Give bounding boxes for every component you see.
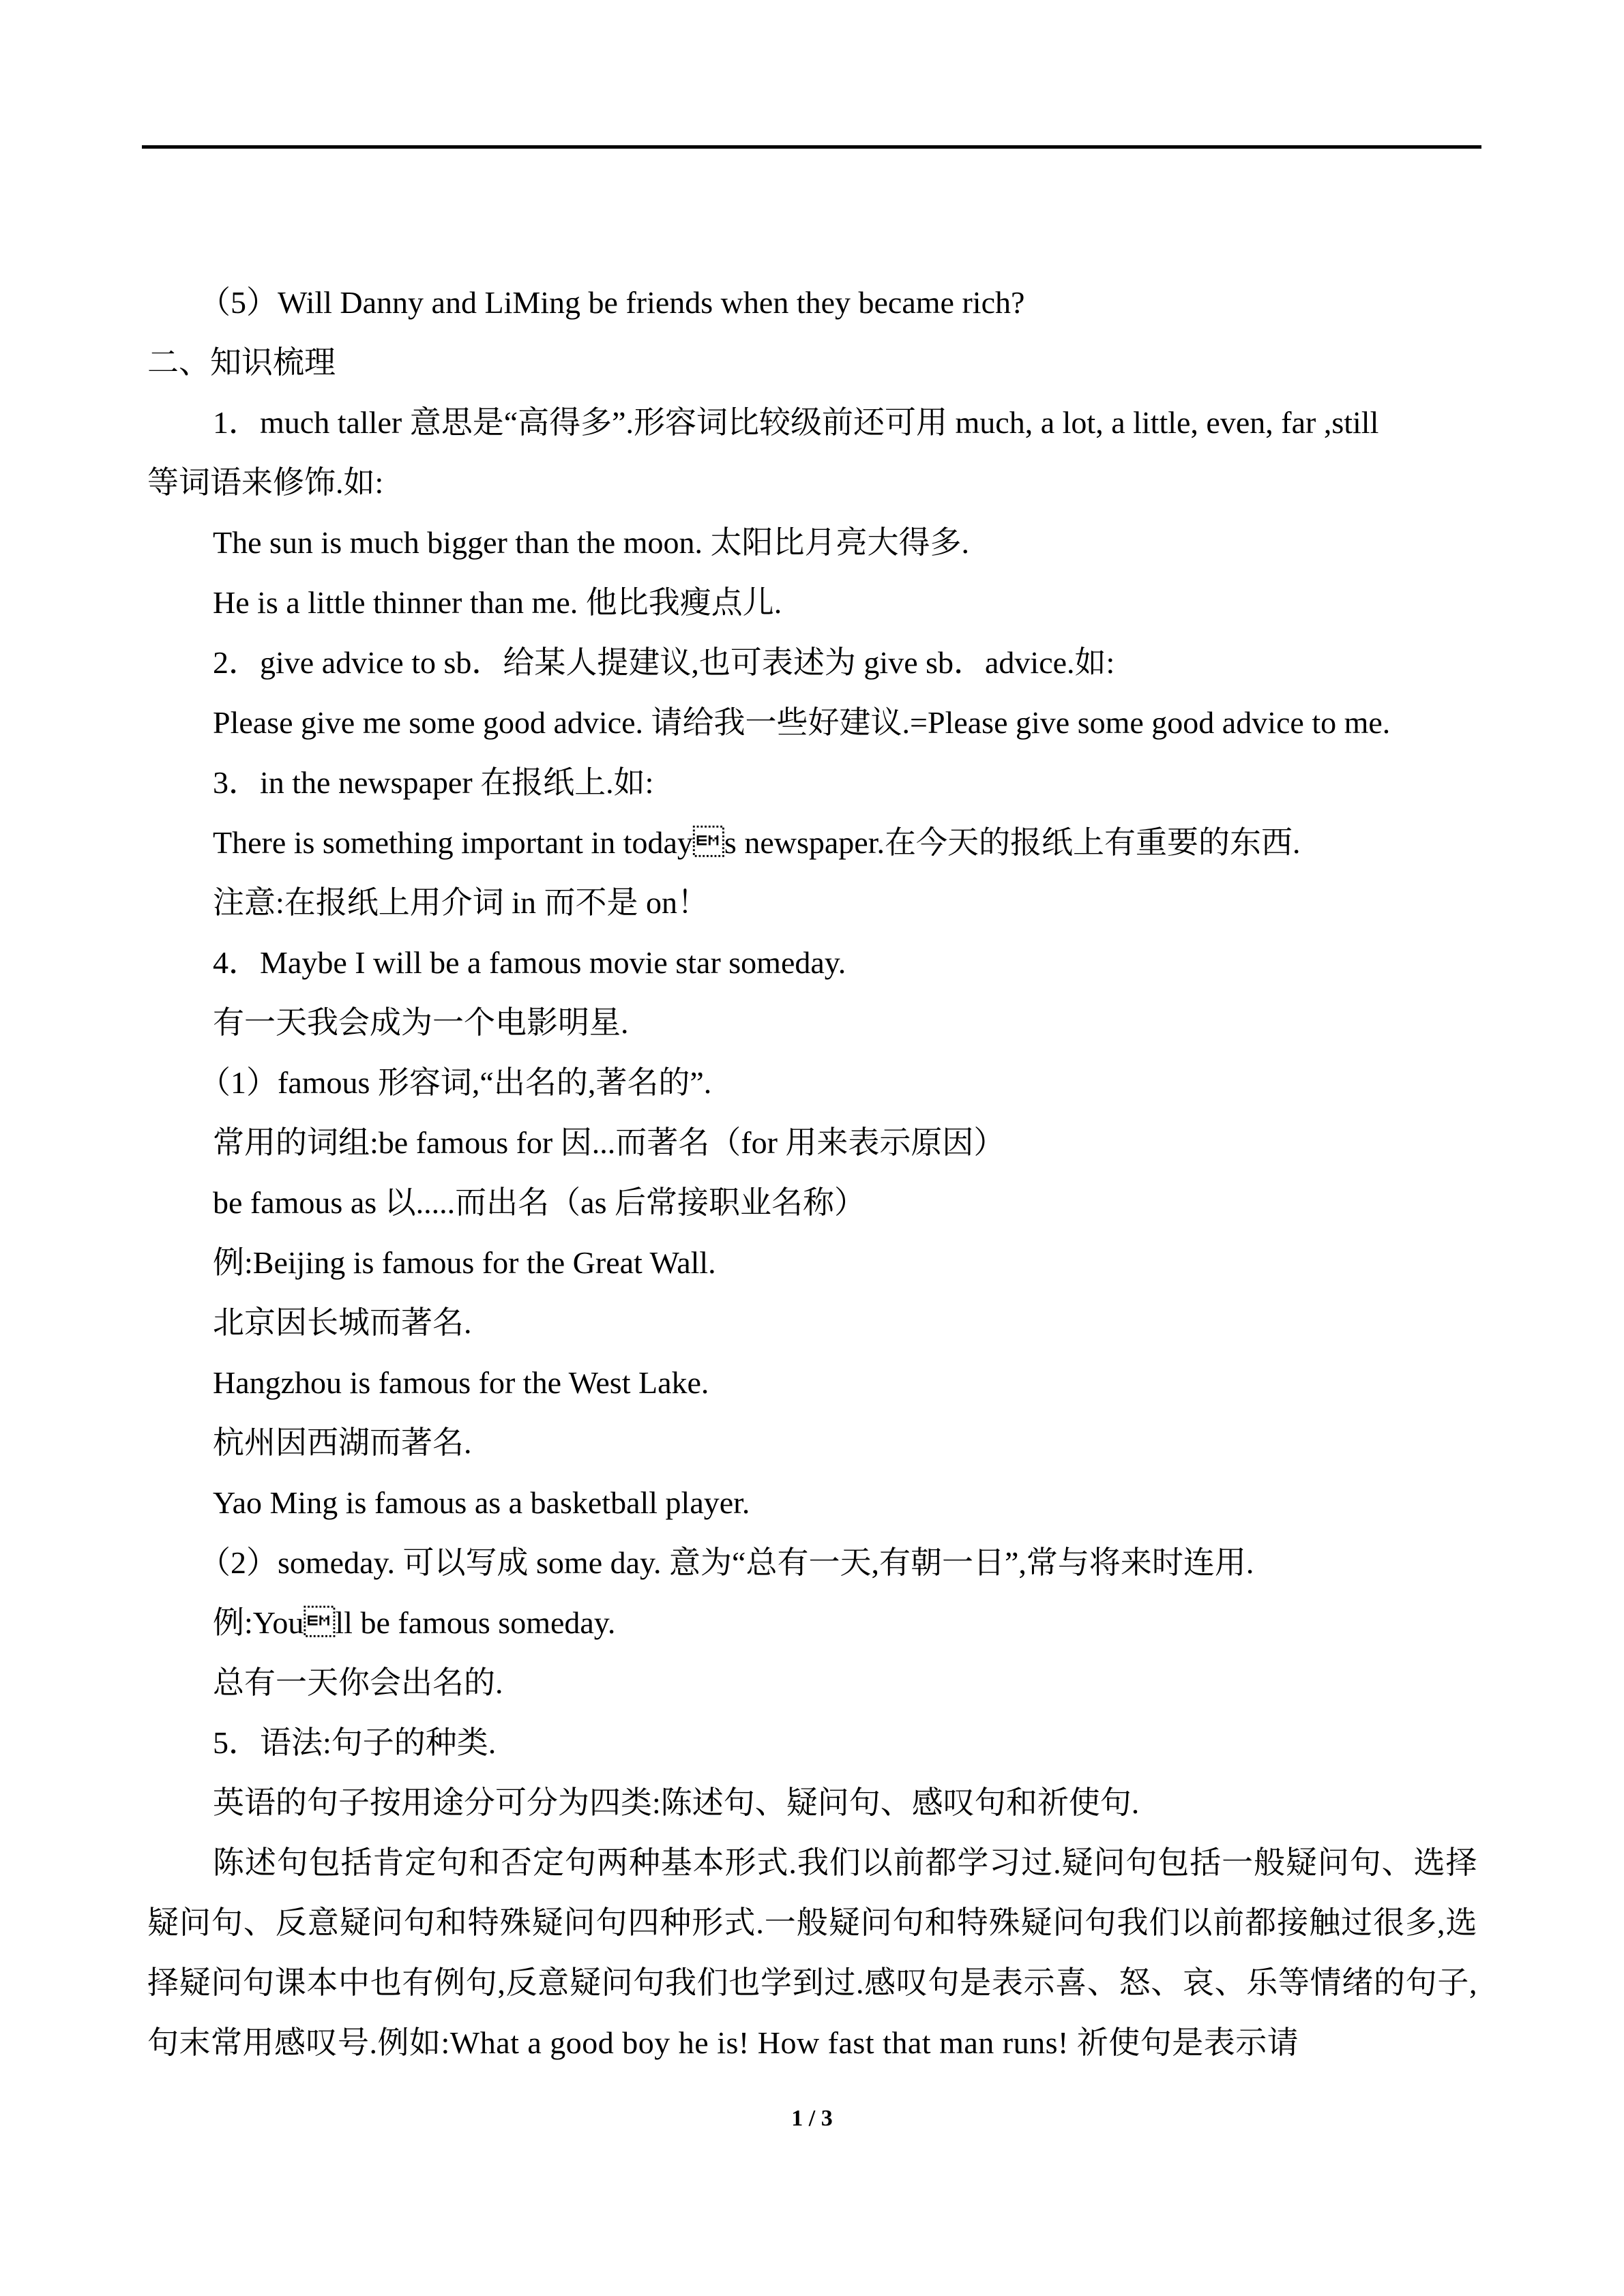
header-rule [142, 145, 1481, 149]
page-number: 1 / 3 [791, 2106, 833, 2131]
example-line: Please give me some good advice. 请给我一些好建议.=Please give some good advice to me. [213, 705, 1391, 740]
grammar-paragraph: 陈述句包括肯定句和否定句两种基本形式.我们以前都学习过.疑问句包括一般疑问句、选择疑问句、反意疑问句和特殊疑问句四种形式.一般疑问句和特殊疑问句我们以前都接触过很多,选择疑问句课本中也有例句,反意疑问句我们也学到过.感叹句是表示喜、怒、哀、乐等情绪的句子,句末常用感叹号.例如:What a good boy he is! How fast that man runs! 祈使句是表示请 [147, 1845, 1477, 2060]
point-1-cont: 等词语来修饰.如: [147, 465, 384, 500]
example-line: There is something important in todays newspaper.在今天的报纸上有重要的东西. [213, 825, 1301, 860]
point-2: 2．give advice to sb．给某人提建议,也可表述为 give sb．advice.如: [213, 645, 1115, 680]
phrase-line: be famous as 以.....而出名（as 后常接职业名称） [213, 1185, 866, 1220]
document-body [147, 273, 1477, 2073]
section-heading: 二、知识梳理 [147, 345, 336, 380]
translation-line: 杭州因西湖而著名. [213, 1425, 472, 1460]
example-line: The sun is much bigger than the moon. 太阳比月亮大得多. [213, 525, 969, 560]
translation-line: 北京因长城而著名. [213, 1305, 472, 1340]
sub-point-1: （1）famous 形容词,“出名的,著名的”. [199, 1065, 712, 1100]
point-1: 1．much taller 意思是“高得多”.形容词比较级前还可用 much, a lot, a little, even, far ,still [213, 405, 1379, 440]
example-line: 例:Youll be famous someday. [213, 1605, 616, 1640]
note-line: 注意:在报纸上用介词 in 而不是 on！ [213, 885, 709, 920]
question-5: （5）Will Danny and LiMing be friends when they became rich? [199, 285, 1025, 320]
example-line: He is a little thinner than me. 他比我瘦点儿. [213, 585, 782, 620]
translation-line: 总有一天你会出名的. [213, 1665, 503, 1700]
example-line: Yao Ming is famous as a basketball player. [213, 1485, 750, 1520]
phrase-line: 常用的词组:be famous for 因...而著名（for 用来表示原因） [213, 1125, 1005, 1160]
point-5: 5．语法:句子的种类. [213, 1725, 497, 1760]
example-line: Hangzhou is famous for the West Lake. [213, 1365, 709, 1400]
point-4: 4．Maybe I will be a famous movie star someday. [213, 945, 846, 980]
point-3: 3．in the newspaper 在报纸上.如: [213, 765, 654, 800]
example-line: 例:Beijing is famous for the Great Wall. [213, 1245, 716, 1280]
grammar-intro: 英语的句子按用途分可分为四类:陈述句、疑问句、感叹句和祈使句. [213, 1785, 1140, 1820]
translation-line: 有一天我会成为一个电影明星. [213, 1005, 629, 1040]
sub-point-2: （2）someday. 可以写成 some day. 意为“总有一天,有朝一日”,常与将来时连用. [199, 1545, 1254, 1580]
